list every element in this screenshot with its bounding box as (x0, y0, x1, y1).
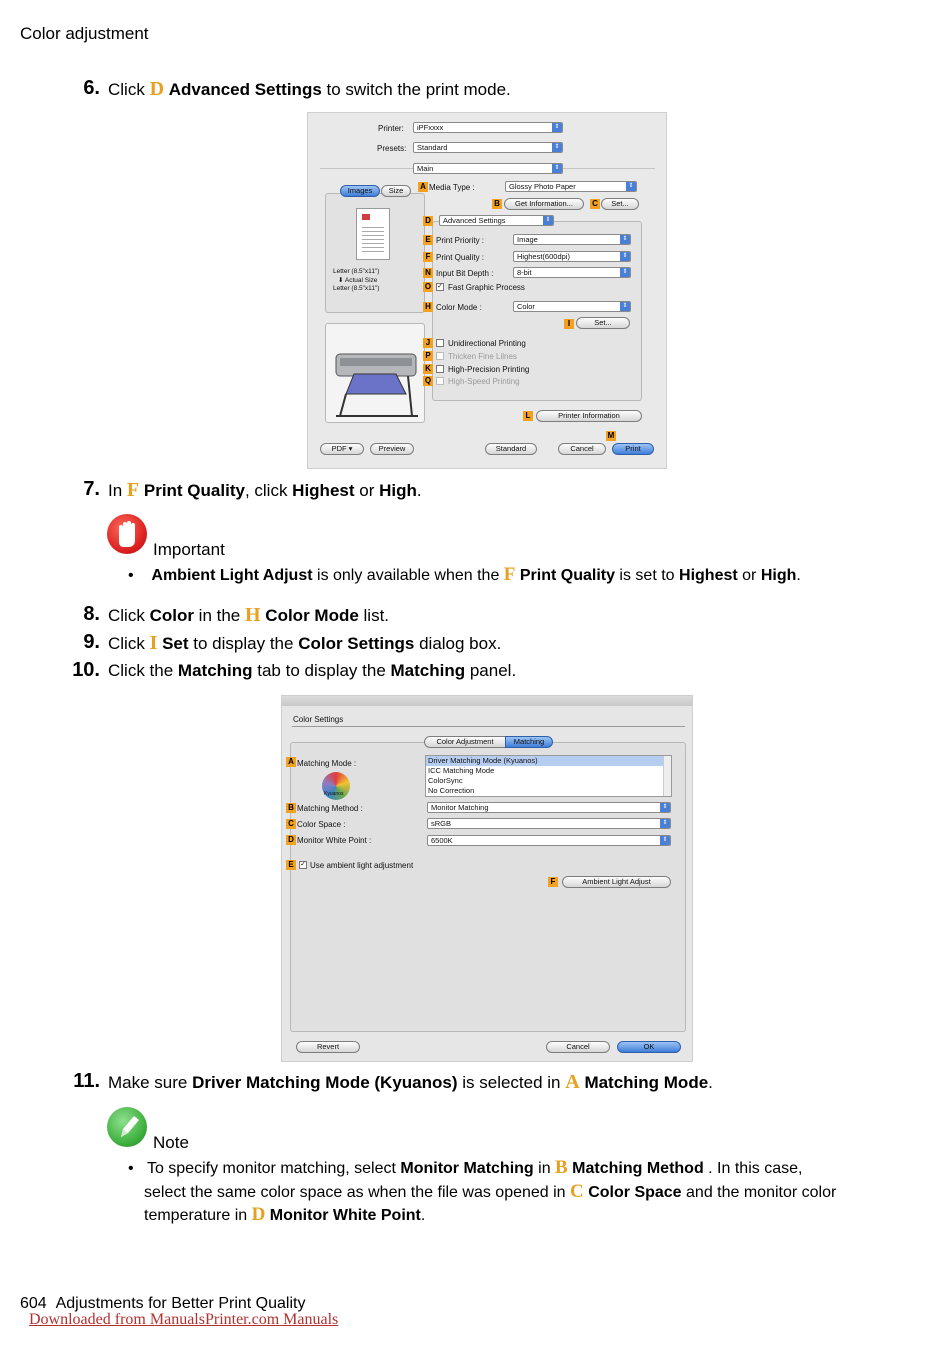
important-title: Important (153, 540, 225, 559)
chevron-updown-icon: ⇕ (660, 836, 670, 845)
step-number: 7. (83, 478, 100, 500)
hand-glyph (107, 514, 147, 554)
print-dialog-screenshot (307, 112, 667, 469)
step-9 (60, 632, 920, 656)
badge-c: C (590, 199, 600, 209)
pencil-glyph (107, 1107, 147, 1147)
list-item[interactable]: ICC Matching Mode (428, 766, 495, 775)
standard-button[interactable]: Standard (485, 443, 537, 455)
tab-matching[interactable]: Matching (505, 736, 553, 748)
chevron-updown-icon: ⇕ (552, 164, 562, 173)
print-button[interactable]: Print (612, 443, 654, 455)
matching-method-select[interactable]: Monitor Matching ⇕ (427, 802, 671, 813)
step-8 (60, 604, 920, 628)
kyuanos-label: Kyuanos (324, 791, 344, 797)
matching-method-label: Matching Method : (297, 804, 363, 813)
chevron-updown-icon: ⇕ (660, 803, 670, 812)
pencil-note-icon (107, 1107, 147, 1147)
list-scrollbar[interactable] (663, 756, 671, 796)
step-number: 11. (73, 1070, 100, 1092)
printer-illustration (326, 324, 424, 422)
thicken-checkbox[interactable] (436, 352, 444, 360)
badge-q: Q (424, 376, 432, 385)
chevron-updown-icon: ⇕ (543, 216, 553, 225)
important-bullet: • Ambient Light Adjust is only available when the F Print Quality is set to Highest or High. (128, 564, 801, 585)
paper-info: Letter (8.5"x11") (333, 268, 380, 275)
revert-button[interactable]: Revert (296, 1041, 360, 1053)
thumbnail-image (362, 214, 370, 220)
tab-color-adjustment[interactable]: Color Adjustment (424, 736, 506, 748)
badge-e: E (286, 860, 296, 870)
page-thumbnail (356, 208, 390, 260)
print-quality-label: Print Quality : (436, 253, 485, 262)
ambient-checkbox[interactable]: ✓ (300, 861, 306, 868)
chevron-updown-icon: ⇕ (552, 143, 562, 152)
high-speed-checkbox[interactable] (436, 377, 444, 385)
download-link[interactable]: Downloaded from ManualsPrinter.com Manuals (29, 1311, 339, 1328)
note-title: Note (153, 1133, 189, 1152)
cancel-button[interactable]: Cancel (558, 443, 606, 455)
badge-d: D (286, 835, 296, 845)
running-header: Color adjustment (20, 24, 149, 43)
printer-image-panel (325, 323, 425, 423)
get-information-button[interactable]: Get Information... (504, 198, 584, 210)
chevron-updown-icon: ⇕ (620, 268, 630, 277)
stop-hand-icon (107, 514, 147, 554)
badge-i: I (564, 319, 574, 329)
step-number: 8. (83, 603, 100, 625)
set-button-c[interactable]: Set... (601, 198, 639, 210)
color-settings-screenshot (281, 695, 693, 1062)
step-text: Make sure Driver Matching Mode (Kyuanos) is selected in A Matching Mode. (108, 1071, 713, 1093)
thicken-label: Thicken Fine Lilnes (448, 352, 517, 361)
tab-size[interactable]: Size (381, 185, 411, 197)
printer-label: Printer: (378, 124, 404, 133)
media-type-label: Media Type : (429, 183, 475, 192)
unidirectional-checkbox[interactable] (436, 339, 444, 347)
badge-b: B (286, 803, 296, 813)
mode-select[interactable]: Advanced Settings ⇕ (439, 215, 554, 226)
high-precision-checkbox[interactable] (436, 365, 444, 373)
ambient-checkbox-label: Use ambient light adjustment (310, 861, 414, 870)
color-mode-label: Color Mode : (436, 303, 482, 312)
step-text: Click Color in the H Color Mode list. (108, 604, 390, 626)
tab-images[interactable]: Images (340, 185, 380, 197)
badge-m: M (607, 431, 615, 440)
note-line-3: temperature in D Monitor White Point. (144, 1204, 426, 1225)
high-speed-label: High-Speed Printing (448, 377, 520, 386)
step-text: In F Print Quality, click Highest or High. (108, 479, 422, 501)
footer-title: Adjustments for Better Print Quality (55, 1295, 306, 1312)
page-number: 604 (20, 1295, 47, 1312)
ambient-light-adjust-button[interactable]: Ambient Light Adjust (562, 876, 671, 888)
cancel-button[interactable]: Cancel (546, 1041, 610, 1053)
badge-c: C (286, 819, 296, 829)
white-point-select[interactable]: 6500K ⇕ (427, 835, 671, 846)
chevron-updown-icon: ⇕ (660, 819, 670, 828)
print-quality-select[interactable]: Highest(600dpi) ⇕ (513, 251, 631, 262)
badge-a: A (418, 182, 428, 192)
title-bar (282, 696, 693, 706)
note-line-2: select the same color space as when the file was opened in C Color Space and the monitor color (144, 1181, 837, 1202)
step-number: 9. (83, 631, 100, 653)
ok-button[interactable]: OK (617, 1041, 681, 1053)
step-7 (60, 479, 920, 503)
print-priority-label: Print Priority : (436, 236, 485, 245)
divider (292, 726, 685, 727)
paper-info: ⬇ Actual Size (338, 277, 378, 284)
chevron-updown-icon: ⇕ (552, 123, 562, 132)
print-priority-select[interactable]: Image ⇕ (513, 234, 631, 245)
dialog-title: Color Settings (293, 715, 344, 724)
step-text: Click I Set to display the Color Settings dialog box. (108, 632, 502, 654)
matching-mode-label: Matching Mode : (297, 759, 357, 768)
list-item[interactable]: ColorSync (428, 776, 463, 785)
step-6 (60, 78, 920, 102)
chevron-updown-icon: ⇕ (620, 252, 630, 261)
badge-l: L (523, 411, 533, 421)
printer-information-button[interactable]: Printer Information (536, 410, 642, 422)
badge-h: H (423, 302, 433, 312)
color-set-button[interactable]: Set... (576, 317, 630, 329)
badge-f: F (423, 252, 433, 262)
printer-select[interactable]: iPFxxxx ⇕ (413, 122, 563, 133)
badge-p: P (423, 351, 433, 361)
white-point-label: Monitor White Point : (297, 836, 372, 845)
badge-d: D (423, 216, 433, 226)
paper-info: Letter (8.5"x11") (333, 285, 380, 292)
pdf-button[interactable]: PDF ▾ (320, 443, 364, 455)
list-item[interactable]: No Correction (428, 786, 475, 795)
step-10 (60, 660, 920, 684)
high-precision-label: High-Precision Printing (448, 365, 530, 374)
media-type-select[interactable]: Glossy Photo Paper ⇕ (505, 181, 637, 192)
badge-b: B (492, 199, 502, 209)
chevron-updown-icon: ⇕ (620, 302, 630, 311)
presets-select[interactable]: Standard ⇕ (413, 142, 563, 153)
badge-o: O (424, 282, 432, 291)
chevron-updown-icon: ⇕ (620, 235, 630, 244)
down-arrow-icon: ⬇ (338, 277, 344, 284)
badge-k: K (423, 364, 433, 374)
fast-graphic-label: Fast Graphic Process (448, 283, 525, 292)
bit-depth-label: Input Bit Depth : (436, 269, 494, 278)
color-space-select[interactable]: sRGB ⇕ (427, 818, 671, 829)
step-text: Click the Matching tab to display the Matching panel. (108, 661, 517, 680)
badge-e: E (423, 235, 433, 245)
step-number: 6. (83, 77, 100, 99)
chevron-updown-icon: ⇕ (626, 182, 636, 191)
thumbnail-lines (362, 224, 384, 254)
step-number: 10. (72, 659, 100, 681)
color-mode-select[interactable]: Color ⇕ (513, 301, 631, 312)
step-11 (60, 1071, 920, 1095)
badge-f: F (548, 877, 558, 887)
fast-graphic-checkbox[interactable]: ✓ (437, 283, 443, 290)
badge-n: N (423, 268, 433, 278)
panel-select[interactable]: Main ⇕ (413, 163, 563, 174)
list-item-selected[interactable]: Driver Matching Mode (Kyuanos) (426, 756, 663, 766)
unidirectional-label: Unidirectional Printing (448, 339, 526, 348)
presets-label: Presets: (377, 144, 407, 153)
note-bullet: • To specify monitor matching, select Monitor Matching in B Matching Method . In this case, (128, 1157, 803, 1178)
preview-button[interactable]: Preview (370, 443, 414, 455)
badge-j: J (423, 338, 433, 348)
step-text: Click D Advanced Settings to switch the print mode. (108, 78, 511, 100)
color-space-label: Color Space : (297, 820, 346, 829)
bit-depth-select[interactable]: 8-bit ⇕ (513, 267, 631, 278)
matching-mode-list[interactable] (425, 755, 672, 797)
badge-a: A (286, 757, 296, 767)
